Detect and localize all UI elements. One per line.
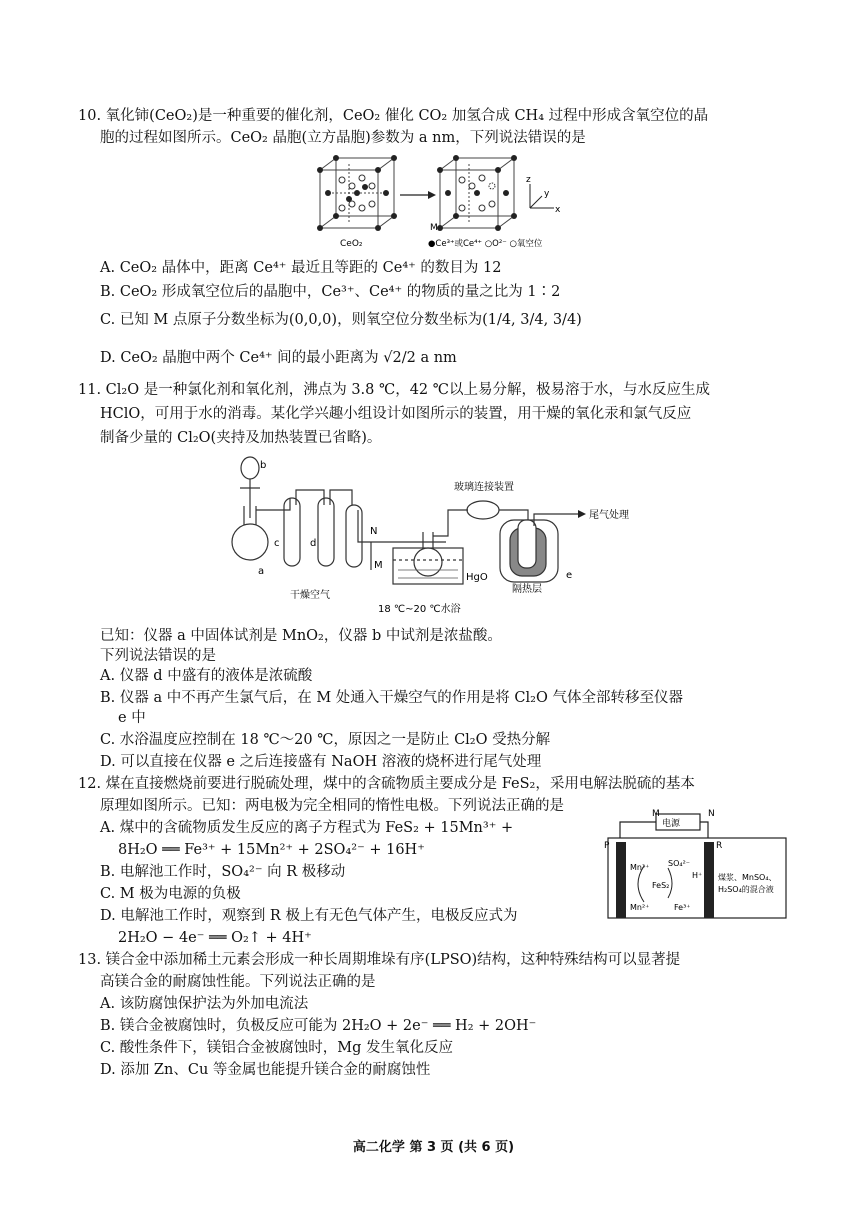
label-d: d (310, 538, 317, 549)
q11-option-b-line1: B. 仪器 a 中不再产生氯气后，在 M 处通入干燥空气的作用是将 Cl₂O 气体全部转移至仪器 (100, 690, 683, 706)
dry-air-label: 干燥空气 (290, 590, 330, 601)
fe3-label: Fe³⁺ (674, 903, 691, 912)
q10-option-b: B. CeO₂ 形成氧空位后的晶胞中，Ce³⁺、Ce⁴⁺ 的物质的量之比为 1∶2 (100, 284, 561, 300)
q12-option-a-line1: A. 煤中的含硫物质发生反应的离子方程式为 FeS₂ + 15Mn³⁺ + (100, 820, 514, 836)
ceo2-caption: CeO₂ (340, 239, 363, 249)
electrolysis-figure (604, 808, 800, 924)
q12-option-d-line2: 2H₂O − 4e⁻ ══ O₂↑ + 4H⁺ (118, 930, 312, 946)
q13-option-c: C. 酸性条件下，镁铝合金被腐蚀时，Mg 发生氧化反应 (100, 1040, 454, 1056)
q10-option-c: C. 已知 M 点原子分数坐标为(0,0,0)，则氧空位分数坐标为(1/4, 3/4, 3/4) (100, 312, 582, 328)
q10-stem-line1: 10. 氧化铈(CeO₂)是一种重要的催化剂，CeO₂ 催化 CO₂ 加氢合成 CH₄ 过程中形成含氧空位的晶 (78, 108, 709, 124)
axis-z-label: z (526, 175, 531, 185)
cell-legend: ●Ce³⁺或Ce⁴⁺ ○O²⁻ ○氧空位 (428, 239, 543, 249)
axis-y-label: y (544, 189, 550, 199)
q10-option-a: A. CeO₂ 晶体中，距离 Ce⁴⁺ 最近且等距的 Ce⁴⁺ 的数目为 12 (100, 260, 502, 276)
q13-option-b: B. 镁合金被腐蚀时，负极反应可能为 2H₂O + 2e⁻ ══ H₂ + 2OH⁻ (100, 1018, 537, 1034)
label-m: M (374, 560, 383, 571)
q11-option-b-line2: e 中 (118, 710, 146, 726)
tail-gas-label: 尾气处理 (589, 510, 629, 521)
water-bath-label: 18 ℃~20 ℃水浴 (378, 604, 461, 615)
q11-option-c: C. 水浴温度应控制在 18 ℃～20 ℃，原因之一是防止 Cl₂O 受热分解 (100, 732, 551, 748)
q13-stem-line2: 高镁合金的耐腐蚀性能。下列说法正确的是 (100, 974, 376, 990)
q11-stem-line3: 制备少量的 Cl₂O(夹持及加热装置已省略)。 (100, 430, 382, 446)
sulfate-label: SO₄²⁻ (668, 859, 691, 868)
q13-stem-line1: 13. 镁合金中添加稀土元素会形成一种长周期堆垛有序(LPSO)结构，这种特殊结构可以显著提 (78, 952, 681, 968)
q11-option-a: A. 仪器 d 中盛有的液体是浓硫酸 (100, 668, 313, 684)
q12-option-d-line1: D. 电解池工作时，观察到 R 极上有无色气体产生，电极反应式为 (100, 908, 518, 924)
pole-n-label: N (708, 809, 715, 819)
glass-connector-label: 玻璃连接装置 (454, 482, 514, 493)
q10-stem-line2: 胞的过程如图所示。CeO₂ 晶胞(立方晶胞)参数为 a nm，下列说法错误的是 (100, 130, 586, 146)
q13-option-a: A. 该防腐蚀保护法为外加电流法 (100, 996, 309, 1012)
h-ion-label: H⁺ (692, 871, 703, 880)
q12-option-c: C. M 极为电源的负极 (100, 886, 241, 902)
cl2o-apparatus-figure (228, 450, 640, 618)
point-m-label: M (430, 223, 438, 233)
q12-option-b: B. 电解池工作时，SO₄²⁻ 向 R 极移动 (100, 864, 346, 880)
label-b: b (260, 460, 267, 471)
label-n: N (370, 526, 378, 537)
page-footer: 高二化学 第 3 页 (共 6 页) (352, 1140, 515, 1155)
mixture-label-1: 煤浆、MnSO₄、 (718, 873, 777, 882)
q12-option-a-line2: 8H₂O ══ Fe³⁺ + 15Mn²⁺ + 2SO₄²⁻ + 16H⁺ (118, 842, 425, 858)
q11-stem-line2: HClO，可用于水的消毒。某化学兴趣小组设计如图所示的装置，用干燥的氧化汞和氯气反应 (100, 406, 692, 422)
axis-x-label: x (555, 205, 561, 215)
insulation-label: 隔热层 (512, 584, 542, 595)
q11-ask: 下列说法错误的是 (100, 648, 216, 664)
fes2-label: FeS₂ (652, 881, 670, 890)
q11-stem-line1: 11. Cl₂O 是一种氯化剂和氧化剂，沸点为 3.8 ℃，42 ℃以上易分解，极易溶于水，与水反应生成 (78, 382, 710, 398)
q13-option-d: D. 添加 Zn、Cu 等金属也能提升镁合金的耐腐蚀性 (100, 1062, 431, 1078)
mn3-label: Mn³⁺ (630, 863, 650, 872)
label-c: c (274, 538, 280, 549)
hgo-label: HgO (466, 572, 488, 583)
q12-stem-line1: 12. 煤在直接燃烧前要进行脱硫处理，煤中的含硫物质主要成分是 FeS₂，采用电解法脱硫的基本 (78, 776, 695, 792)
power-source-label: 电源 (662, 819, 681, 829)
q10-option-d: D. CeO₂ 晶胞中两个 Ce⁴⁺ 间的最小距离为 √2/2 a nm (100, 350, 457, 366)
electrode-p-label: P (604, 841, 610, 851)
pole-m-label: M (652, 809, 660, 819)
crystal-cell-figure (300, 150, 562, 250)
electrode-r-label: R (716, 841, 723, 851)
q12-stem-line2: 原理如图所示。已知：两电极为完全相同的惰性电极。下列说法正确的是 (100, 798, 564, 814)
mixture-label-2: H₂SO₄的混合液 (718, 885, 774, 894)
label-a: a (258, 566, 265, 577)
mn2-label: Mn²⁺ (630, 903, 650, 912)
q11-known: 已知：仪器 a 中固体试剂是 MnO₂，仪器 b 中试剂是浓盐酸。 (100, 628, 502, 644)
q11-option-d: D. 可以直接在仪器 e 之后连接盛有 NaOH 溶液的烧杯进行尾气处理 (100, 754, 542, 770)
label-e: e (566, 570, 573, 581)
